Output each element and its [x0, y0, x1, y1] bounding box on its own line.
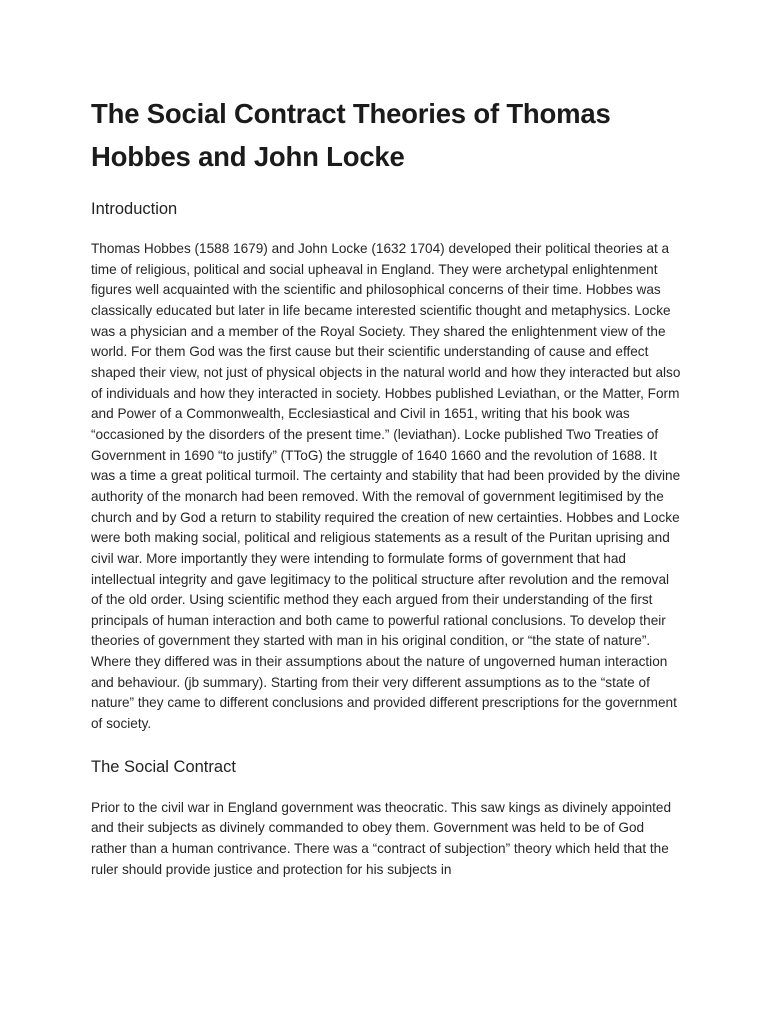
- section-heading-social-contract: The Social Contract: [91, 757, 236, 776]
- introduction-paragraph: Thomas Hobbes (1588 1679) and John Locke (1632 1704) developed their political theories at a time of religious, political and social upheaval in England. They were archetypal enlightenment figures well acquainted with the scientific and philosophical concerns of their time. Hobbes was classically educated but later in life became interested scientific thought and metaphysics. Locke was a physician and a member of the Royal Society. They shared the enlightenment view of the world. For them God was the first cause but their scientific understanding of cause and effect shaped their view, not just of physical objects in the natural world and how they interacted but also of individuals and how they interacted in society. Hobbes published Leviathan, or the Matter, Form and Power of a Commonwealth, Ecclesiastical and Civil in 1651, writing that his book was “occasioned by the disorders of the present time.” (leviathan). Locke published Two Treaties of Government in 1690 “to justify” (TToG) the struggle of 1640 1660 and the revolution of 1688. It was a time a great political turmoil. The certainty and stability that had been provided by the divine authority of the monarch had been removed. With the removal of government legitimised by the church and by God a return to stability required the creation of new certainties. Hobbes and Locke were both making social, political and religious statements as a result of the Puritan uprising and civil war. More importantly they were intending to formulate forms of government that had intellectual integrity and gave legitimacy to the political structure after revolution and the removal of the old order. Using scientific method they each argued from their understanding of the first principals of human interaction and both came to powerful rational conclusions. To develop their theories of government they started with man in his original condition, or “the state of nature”. Where they differed was in their assumptions about the nature of ungoverned human interaction and behaviour. (jb summary). Starting from their very different assumptions as to the “state of nature” they came to different conclusions and provided different prescriptions for the government of society.: [91, 241, 681, 732]
- document-page: [91, 92, 681, 880]
- document-title: The Social Contract Theories of Thomas Hobbes and John Locke: [91, 98, 611, 172]
- section-heading-introduction: Introduction: [91, 200, 178, 218]
- social-contract-paragraph: Prior to the civil war in England government was theocratic. This saw kings as divinely appointed and their subjects as divinely commanded to obey them. Government was held to be of God rather than a human contrivance. There was a “contract of subjection” theory which held that the ruler should provide justice and protection for his subjects in: [91, 799, 672, 877]
